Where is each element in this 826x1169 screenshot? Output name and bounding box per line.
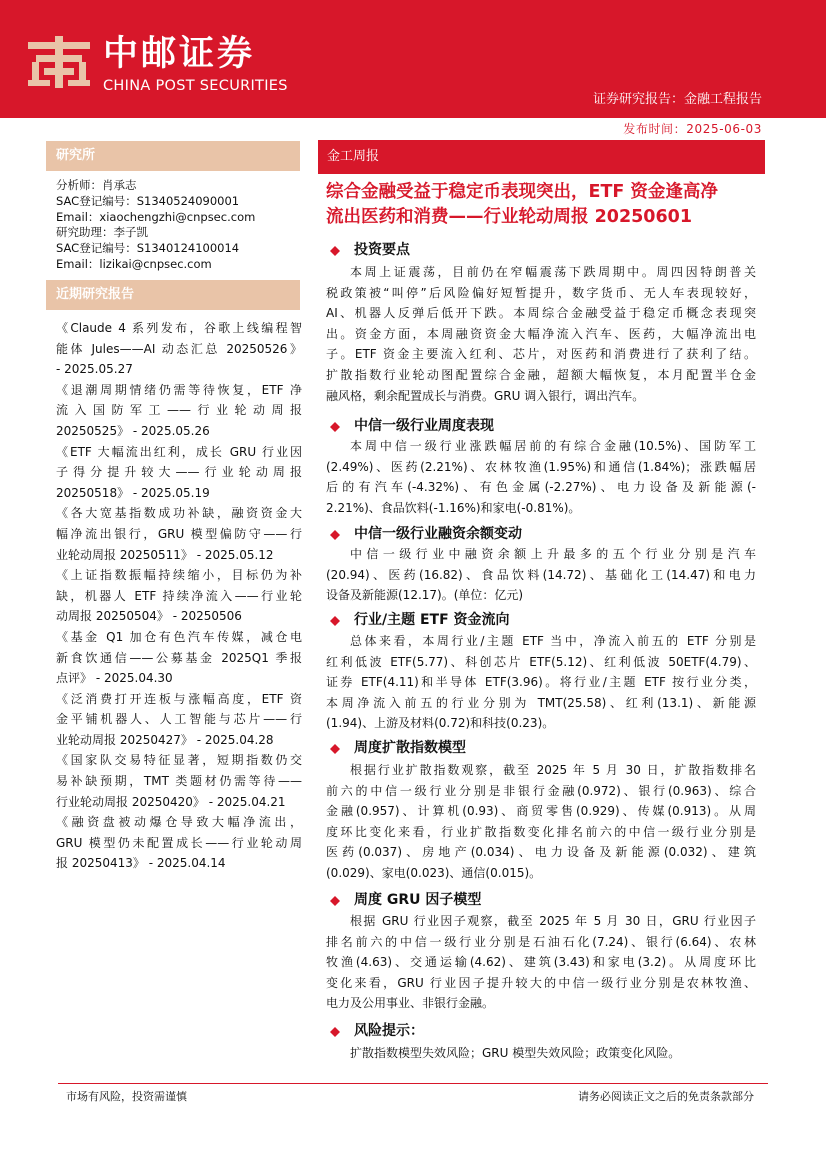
report-line[interactable]: 缺，机器人 ETF 持续净流入——行业轮: [56, 588, 302, 603]
body-line: 金融(0.957)、计算机(0.93)、商贸零售(0.929)、传媒(0.913)。从周: [326, 804, 756, 819]
report-line[interactable]: 《上证指数振幅持续缩小，目标仍为补: [56, 568, 302, 583]
body-line: 本周中信一级行业涨跌幅居前的有综合金融(10.5%)、国防军工: [350, 439, 756, 453]
footer-divider: [58, 1083, 768, 1084]
analyst-email[interactable]: Email：lizikai@cnpsec.com: [56, 256, 212, 271]
body-line: 红利低波 ETF(5.77)、科创芯片 ETF(5.12)、红利低波 50ETF(4.79)、: [326, 654, 756, 669]
brand-name-cn: 中邮证券: [103, 34, 256, 74]
report-line: 报 20250413》 - 2025.04.14: [56, 856, 226, 871]
body-line: 融风格，剩余配置成长与消费。GRU 调入银行，调出汽车。: [326, 388, 645, 403]
report-line[interactable]: 子得分提升较大——行业轮动周报: [56, 465, 302, 480]
section-title: 投资要点: [354, 242, 410, 258]
body-line: 子。ETF 资金主要流入红利、芯片，对医药和消费进行了获利了结。: [326, 347, 756, 362]
title-line: 综合金融受益于稳定币表现突出，ETF 资金逢高净: [326, 182, 718, 202]
body-line: 电力及公用事业、非银行金融。: [326, 996, 495, 1011]
section-body: [326, 436, 756, 518]
body-line: 医药(0.037)、房地产(0.034)、电力设备及新能源(0.032)、建筑: [326, 845, 756, 860]
body-line: 税政策被“叫停”后风险偏好短暂提升，数字货币、无人车表现较好，: [326, 285, 756, 300]
report-line[interactable]: 《基金 Q1 加仓有色汽车传媒，减仓电: [56, 629, 302, 644]
section-title: 行业/主题 ETF 资金流向: [354, 612, 510, 628]
diamond-bullet-icon: [330, 246, 340, 256]
section-body: [326, 760, 756, 884]
body-line: 中信一级行业中融资余额上升最多的五个行业分别是汽车: [350, 547, 756, 561]
category-banner: [318, 140, 765, 174]
report-line: 业轮动周报 20250511》 - 2025.05.12: [56, 547, 274, 562]
report-type: 证券研究报告：金融工程报告: [592, 92, 762, 107]
body-line: 根据行业扩散指数观察，截至 2025 年 5 月 30 日，扩散指数排名: [350, 763, 756, 777]
report-line[interactable]: 《退潮周期情绪仍需等待恢复，ETF 净: [56, 382, 302, 397]
report-line[interactable]: 《各大宽基指数成功补缺，融资资金大: [56, 506, 302, 521]
risk-notice: 市场有风险，投资需谨慎: [66, 1090, 187, 1103]
diamond-bullet-icon: [330, 744, 340, 754]
body-line: 后的有汽车(-4.32%)、有色金属(-2.27%)、电力设备及新能源(-: [326, 480, 756, 495]
brand-name-en: CHINA POST SECURITIES: [103, 78, 288, 94]
body-line: 前六的中信一级行业分别是非银行金融(0.972)、银行(0.963)、综合: [326, 783, 756, 798]
title-line: 流出医药和消费——行业轮动周报 20250601: [326, 207, 693, 227]
report-line: 20250518》 - 2025.05.19: [56, 485, 210, 500]
body-line: (1.94)、上游及材料(0.72)和科技(0.23)。: [326, 716, 555, 731]
report-line[interactable]: 新食饮通信——公募基金 2025Q1 季报: [56, 650, 302, 665]
body-line: (2.49%)、医药(2.21%)、农林牧渔(1.95%)和通信(1.84%)；涨跌幅居: [326, 459, 756, 474]
report-line[interactable]: 金平铺机器人、人工智能与芯片——行: [56, 712, 302, 727]
report-line[interactable]: 流入国防军工——行业轮动周报: [56, 403, 302, 418]
section-title: 中信一级行业周度表现: [354, 418, 494, 434]
category-label: 金工周报: [327, 149, 380, 164]
diamond-bullet-icon: [330, 530, 340, 540]
report-line: 动周报 20250504》 - 20250506: [56, 609, 242, 624]
institute-label: 研究所: [56, 148, 96, 163]
diamond-bullet-icon: [330, 1027, 340, 1037]
report-line: - 2025.05.27: [56, 362, 133, 377]
report-line: 点评》 - 2025.04.30: [56, 671, 173, 686]
body-line: 本周上证震荡，目前仍在窄幅震荡下跌周期中。周四因特朗普关: [350, 265, 756, 279]
report-line[interactable]: 《ETF 大幅流出红利，成长 GRU 行业因: [56, 444, 302, 459]
report-line[interactable]: 《泛消费打开连板与涨幅高度，ETF 资: [56, 691, 302, 706]
body-line: 2.21%)、食品饮料(-1.16%)和家电(-0.81%)。: [326, 500, 581, 515]
body-line: (0.029)、家电(0.023)、通信(0.015)。: [326, 865, 542, 880]
disclaimer-notice: 请务必阅读正文之后的免责条款部分: [578, 1090, 754, 1103]
body-line: 变化来看，GRU 行业因子提升较大的中信一级行业分别是农林牧渔、: [326, 975, 756, 990]
analyst-line: SAC登记编号：S1340124100014: [56, 241, 240, 256]
recent-reports-list: [56, 318, 302, 874]
section-title: 周度 GRU 因子模型: [354, 892, 482, 908]
report-line: 20250525》 - 2025.05.26: [56, 423, 210, 438]
section-body: [326, 262, 756, 406]
recent-reports-heading: [46, 280, 300, 310]
section-title: 周度扩散指数模型: [354, 740, 466, 756]
report-line: 行业轮动周报 20250420》 - 2025.04.21: [56, 794, 286, 809]
header-banner: [0, 0, 826, 118]
body-line: 牧渔(4.63)、交通运输(4.62)、建筑(3.43)和家电(3.2)。从周度环比: [326, 955, 756, 970]
body-line: 总体来看，本周行业/主题 ETF 当中，净流入前五的 ETF 分别是: [350, 634, 756, 648]
diamond-bullet-icon: [330, 422, 340, 432]
body-line: 扩散指数行业轮动图配置综合金融，超额大幅恢复，本月配置半仓金: [326, 367, 756, 382]
section-body: [326, 911, 756, 1014]
publish-date: 发布时间：2025-06-03: [623, 122, 762, 136]
section-title: 中信一级行业融资余额变动: [354, 526, 522, 542]
institute-heading: [46, 141, 300, 171]
body-line: 排名前六的中信一级行业分别是石油石化(7.24)、银行(6.64)、农林: [326, 934, 756, 949]
body-line: (20.94)、医药(16.82)、食品饮料(14.72)、基础化工(14.47)和电力: [326, 567, 756, 582]
diamond-bullet-icon: [330, 616, 340, 626]
recent-reports-label: 近期研究报告: [56, 287, 135, 302]
report-line[interactable]: 幅净流出银行，GRU 模型偏防守——行: [56, 526, 302, 541]
report-line[interactable]: 《Claude 4 系列发布，谷歌上线编程智: [56, 321, 302, 335]
report-line[interactable]: 《国家队交易特征显著，短期指数仍交: [56, 753, 302, 768]
report-title: [326, 180, 768, 230]
diamond-bullet-icon: [330, 896, 340, 906]
body-line: 证券 ETF(4.11)和半导体 ETF(3.96)。将行业/主题 ETF 按行业分类，: [326, 675, 756, 690]
analyst-line: 研究助理：李子凯: [56, 225, 148, 240]
analyst-line: 分析师：肖承志: [56, 178, 137, 192]
report-line[interactable]: 能体 Jules——AI 动态汇总 20250526》: [56, 341, 302, 356]
section-title: 风险提示：: [354, 1023, 424, 1039]
section-body: [326, 544, 756, 606]
report-line[interactable]: 易补缺预期，TMT 类题材仍需等待——: [56, 774, 302, 789]
section-body: [326, 631, 756, 734]
analyst-email[interactable]: Email：xiaochengzhi@cnpsec.com: [56, 209, 256, 224]
body-line: 本周净流入前五的行业分别为 TMT(25.58)、红利(13.1)、新能源: [326, 695, 756, 710]
china-post-logo-icon: [28, 36, 90, 88]
body-line: 度环比变化来看，行业扩散指数变化排名前六的中信一级行业分别是: [326, 824, 756, 839]
report-line: 业轮动周报 20250427》 - 2025.04.28: [56, 732, 274, 747]
body-line: 出。资金方面，本周融资资金大幅净流入汽车、医药，大幅净流出电: [326, 326, 756, 341]
analyst-info: [56, 178, 306, 273]
body-line: 扩散指数模型失效风险；GRU 模型失效风险；政策变化风险。: [350, 1046, 681, 1060]
body-line: 根据 GRU 行业因子观察，截至 2025 年 5 月 30 日，GRU 行业因子: [350, 914, 756, 928]
analyst-line: SAC登记编号：S1340524090001: [56, 193, 240, 208]
report-line[interactable]: GRU 模型仍未配置成长——行业轮动周: [56, 835, 302, 850]
body-line: AI、机器人反弹后低开下跌。本周综合金融受益于稳定币概念表现突: [326, 306, 756, 321]
section-body: [326, 1043, 756, 1064]
body-line: 设备及新能源(12.17)。(单位：亿元): [326, 588, 524, 603]
report-line[interactable]: 《融资盘被动爆仓导致大幅净流出，: [56, 815, 302, 830]
